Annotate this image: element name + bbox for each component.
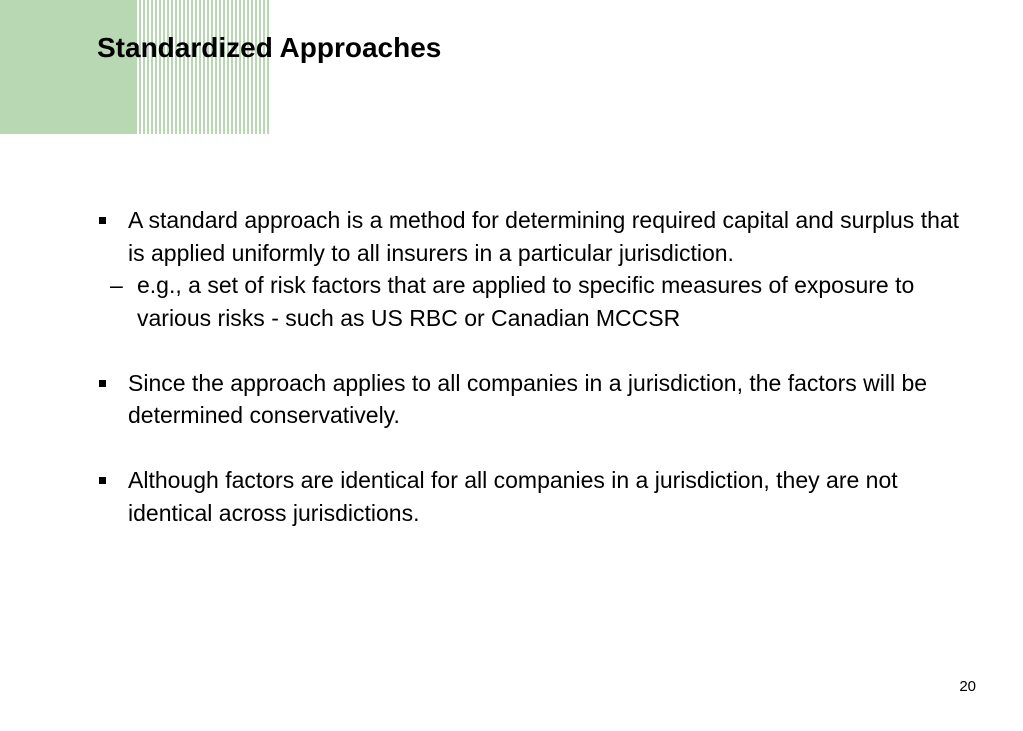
square-bullet-icon [99,477,106,484]
bullet-item [97,367,977,432]
paragraph-spacer [97,432,977,465]
slide-title: Standardized Approaches [97,32,442,63]
slide-body [97,204,977,529]
bullet-item [97,464,977,529]
header-decoration-stripes [135,0,270,134]
bullet-text: A standard approach is a method for determining required capital and surplus that is applied uniformly to all insurers in a particular jurisdiction. [128,207,960,266]
page-number: 20 [959,678,976,695]
dash-bullet-icon: – [110,272,123,298]
bullet-text: Since the approach applies to all companies in a jurisdiction, the factors will be determined conservatively. [128,369,928,428]
header-decoration-block [0,0,135,134]
bullet-text: Although factors are identical for all companies in a jurisdiction, they are not identical across jurisdictions. [128,467,898,526]
square-bullet-icon [99,380,106,387]
paragraph-spacer [97,334,977,367]
sub-bullet-item [97,269,977,334]
sub-bullet-text: e.g., a set of risk factors that are applied to specific measures of exposure to various risks - such as US RBC or Canadian MCCSR [137,272,915,331]
square-bullet-icon [99,217,106,224]
bullet-item [97,204,977,269]
